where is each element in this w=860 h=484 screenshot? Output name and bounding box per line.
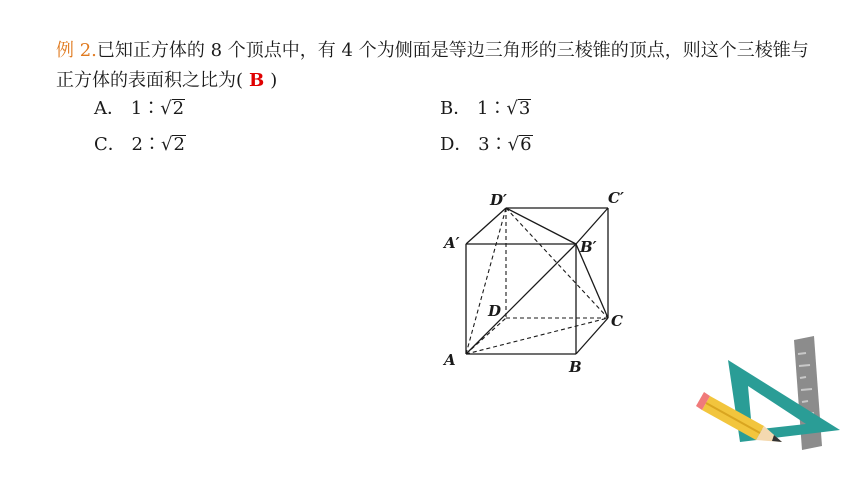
option-lead: 1∶ <box>130 98 161 119</box>
close-paren: ) <box>270 70 278 91</box>
vertex-label-d: D <box>488 302 502 320</box>
vertex-label-c1: C′ <box>608 189 624 207</box>
vertex-label-d1: D′ <box>490 191 507 209</box>
vertex-label-a1: A′ <box>444 234 460 252</box>
option-letter: A． <box>94 98 125 119</box>
option-letter: D． <box>440 134 473 155</box>
option-lead: 1∶ <box>476 98 507 119</box>
option-c[interactable] <box>94 132 186 158</box>
answer-mark: B <box>249 70 265 91</box>
radicand: 6 <box>520 134 532 155</box>
sqrt-symbol: √6 <box>507 134 532 155</box>
radicand: 2 <box>173 134 185 155</box>
edge-a-b1 <box>466 244 576 354</box>
problem-statement <box>56 36 816 96</box>
hidden-edge-a-d1 <box>466 208 506 354</box>
edge-b-c <box>576 318 608 354</box>
edge-a1-d1 <box>466 208 506 244</box>
problem-text: 已知正方体的 8 个顶点中，有 4 个为侧面是等边三角形的三棱锥的顶点，则这个三棱锥与正方体的表面积之比为( <box>56 40 809 91</box>
sqrt-symbol: √2 <box>160 98 185 119</box>
option-a[interactable] <box>94 96 185 122</box>
ruler-pencil-decoration <box>694 334 844 460</box>
hidden-edge-a-d <box>466 318 506 354</box>
option-lead: 3∶ <box>478 134 508 155</box>
hidden-edge-a-c <box>466 318 608 354</box>
radicand: 3 <box>518 98 531 119</box>
radicand: 2 <box>172 98 185 119</box>
vertex-label-c: C <box>611 312 623 330</box>
cube-figure <box>440 186 640 376</box>
vertex-label-a: A <box>444 351 456 369</box>
option-lead: 2∶ <box>131 134 161 155</box>
option-letter: B． <box>440 98 472 119</box>
problem-number: 例 2. <box>56 40 97 61</box>
option-letter: C． <box>94 134 126 155</box>
option-b[interactable] <box>440 96 531 122</box>
edge-d1-b1 <box>506 208 576 244</box>
vertex-label-b1: B′ <box>580 238 597 256</box>
option-d[interactable] <box>440 132 533 158</box>
sqrt-symbol: √3 <box>506 98 531 119</box>
vertex-label-b: B <box>569 358 582 376</box>
sqrt-symbol: √2 <box>160 134 185 155</box>
